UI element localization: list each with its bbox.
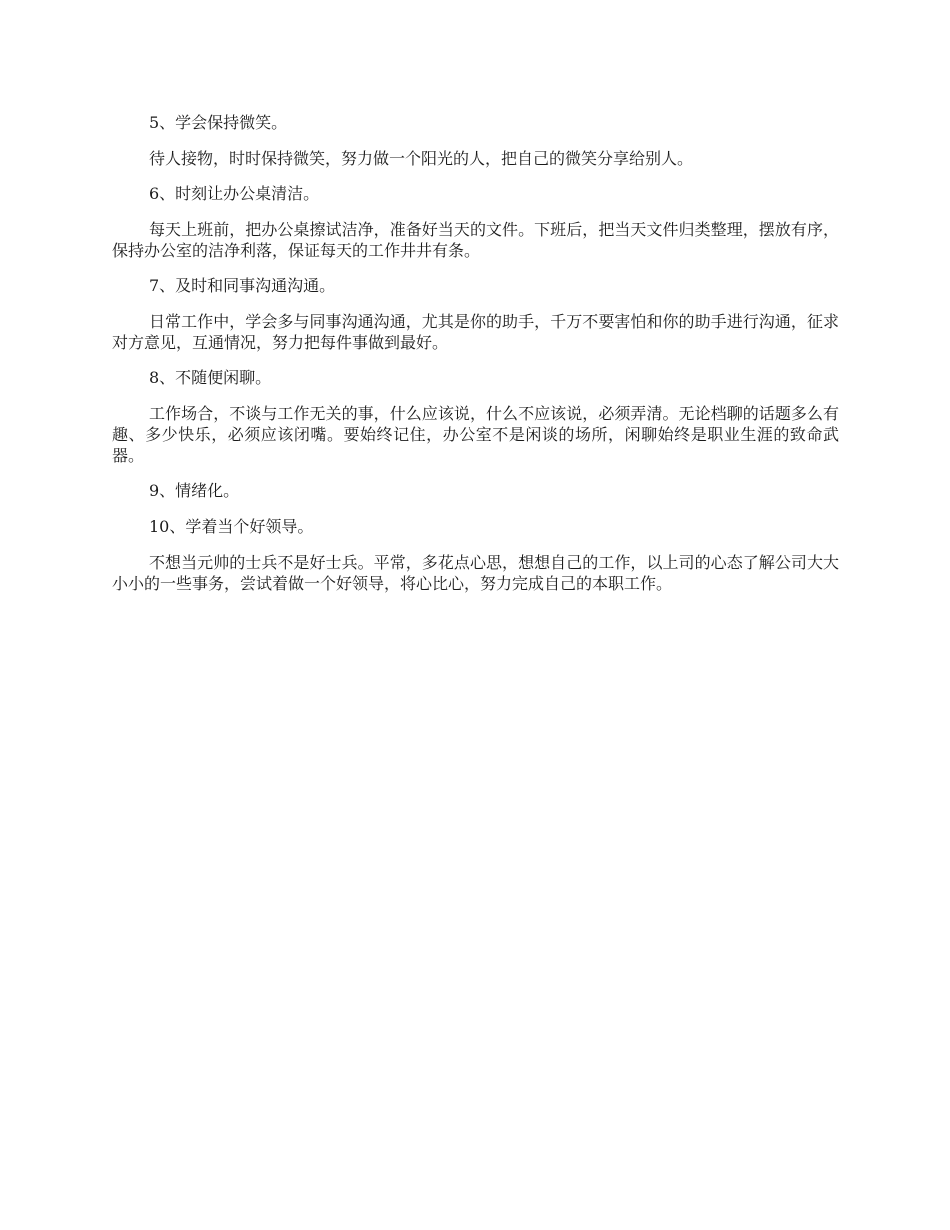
item-body-10: 不想当元帅的士兵不是好士兵。平常，多花点心思，想想自己的工作，以上司的心态了解公司大大小小的一些事务，尝试着做一个好领导，将心比心，努力完成自己的本职工作。 <box>112 553 839 593</box>
item-heading-7: 7、及时和同事沟通沟通。 <box>149 276 336 295</box>
item-heading-6: 6、时刻让办公桌清洁。 <box>149 184 320 203</box>
item-body-8: 工作场合，不谈与工作无关的事，什么应该说，什么不应该说，必须弄清。无论档聊的话题多么有趣、多少快乐，必须应该闭嘴。要始终记住，办公室不是闲谈的场所，闲聊始终是职业生涯的致命武器。 <box>112 404 839 465</box>
item-heading-8: 8、不随便闲聊。 <box>149 368 272 387</box>
item-heading-10: 10、学着当个好领导。 <box>149 517 314 536</box>
item-body-6: 每天上班前，把办公桌擦试洁净，准备好当天的文件。下班后，把当天文件归类整理，摆放有序，保持办公室的洁净利落，保证每天的工作井井有条。 <box>112 220 839 260</box>
item-body-7: 日常工作中，学会多与同事沟通沟通，尤其是你的助手，千万不要害怕和你的助手进行沟通，征求对方意见，互通情况，努力把每件事做到最好。 <box>112 312 839 352</box>
item-heading-5: 5、学会保持微笑。 <box>149 113 288 132</box>
document-body <box>112 112 839 608</box>
item-heading-9: 9、情绪化。 <box>149 481 240 500</box>
item-body-5: 待人接物，时时保持微笑，努力做一个阳光的人，把自己的微笑分享给别人。 <box>149 149 694 168</box>
